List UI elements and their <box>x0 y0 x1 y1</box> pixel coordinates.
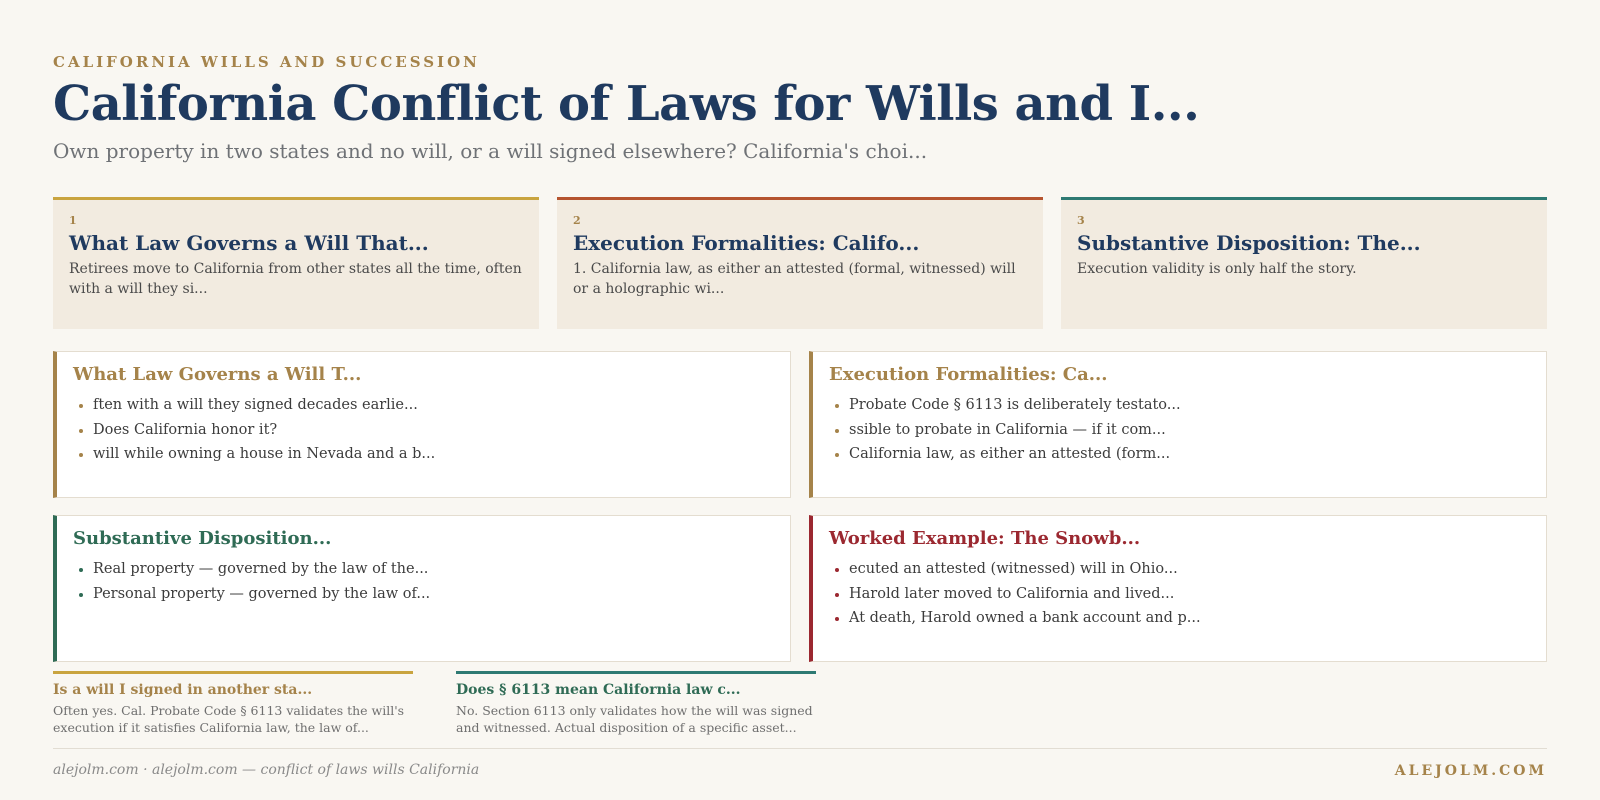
list-item: • ecuted an attested (witnessed) will in Ohio... <box>849 557 1530 582</box>
card-title: Substantive Disposition: The... <box>1077 231 1421 255</box>
summary-card-1 <box>53 197 539 329</box>
panel-list <box>829 393 1530 467</box>
summary-cards <box>53 197 1547 329</box>
footer-brand: ALEJOLM.COM <box>1394 763 1547 779</box>
section-panel-governing-law <box>53 351 791 498</box>
panel-list <box>829 557 1530 631</box>
card-title: What Law Governs a Will That... <box>69 231 429 255</box>
faq-answer: Often yes. Cal. Probate Code § 6113 validates the will's execution if it satisfies California law, the law of... <box>53 703 405 735</box>
list-item: • Probate Code § 6113 is deliberately testato... <box>849 393 1530 418</box>
card-number: 2 <box>573 214 581 227</box>
card-text: 1. California law, as either an attested (formal, witnessed) will or a holographic wi... <box>573 261 1016 297</box>
list-item: • California law, as either an attested (form... <box>849 442 1530 467</box>
list-item: • will while owning a house in Nevada and a b... <box>93 442 774 467</box>
panel-title: Substantive Disposition... <box>73 528 332 549</box>
card-text: Execution validity is only half the story. <box>1077 261 1357 277</box>
page-title: California Conflict of Laws for Wills and I... <box>53 76 1200 132</box>
section-panel-substantive-disposition <box>53 515 791 662</box>
card-number: 1 <box>69 214 77 227</box>
card-number: 3 <box>1077 214 1085 227</box>
panel-title: Worked Example: The Snowb... <box>829 528 1141 549</box>
summary-card-2 <box>557 197 1043 329</box>
panel-title: What Law Governs a Will T... <box>73 364 362 385</box>
kicker: CALIFORNIA WILLS AND SUCCESSION <box>53 53 480 71</box>
list-item: • ften with a will they signed decades earlie... <box>93 393 774 418</box>
panel-list <box>73 393 774 467</box>
faq-question: Is a will I signed in another sta... <box>53 682 313 698</box>
footer-source: alejolm.com · alejolm.com — conflict of laws wills California <box>53 762 480 778</box>
section-panel-execution-formalities <box>809 351 1547 498</box>
section-panel-worked-example <box>809 515 1547 662</box>
list-item: • Real property — governed by the law of the... <box>93 557 774 582</box>
page-subtitle: Own property in two states and no will, or a will signed elsewhere? California's choi... <box>53 139 928 163</box>
page <box>53 0 1547 800</box>
card-title: Execution Formalities: Califo... <box>573 231 920 255</box>
panel-list <box>73 557 774 606</box>
list-item: • Does California honor it? <box>93 418 774 443</box>
footer-divider <box>53 748 1547 749</box>
list-item: • Harold later moved to California and lived... <box>849 582 1530 607</box>
list-item: • At death, Harold owned a bank account and p... <box>849 606 1530 631</box>
list-item: • ssible to probate in California — if it com... <box>849 418 1530 443</box>
summary-card-3 <box>1061 197 1547 329</box>
faq-answer: No. Section 6113 only validates how the will was signed and witnessed. Actual disposition of a specific asset... <box>456 703 813 735</box>
panel-title: Execution Formalities: Ca... <box>829 364 1108 385</box>
faq-question: Does § 6113 mean California law c... <box>456 682 741 698</box>
faq-item-2 <box>456 671 816 736</box>
list-item: • Personal property — governed by the law of... <box>93 582 774 607</box>
card-text: Retirees move to California from other states all the time, often with a will they si... <box>69 261 522 297</box>
faq-item-1 <box>53 671 413 736</box>
